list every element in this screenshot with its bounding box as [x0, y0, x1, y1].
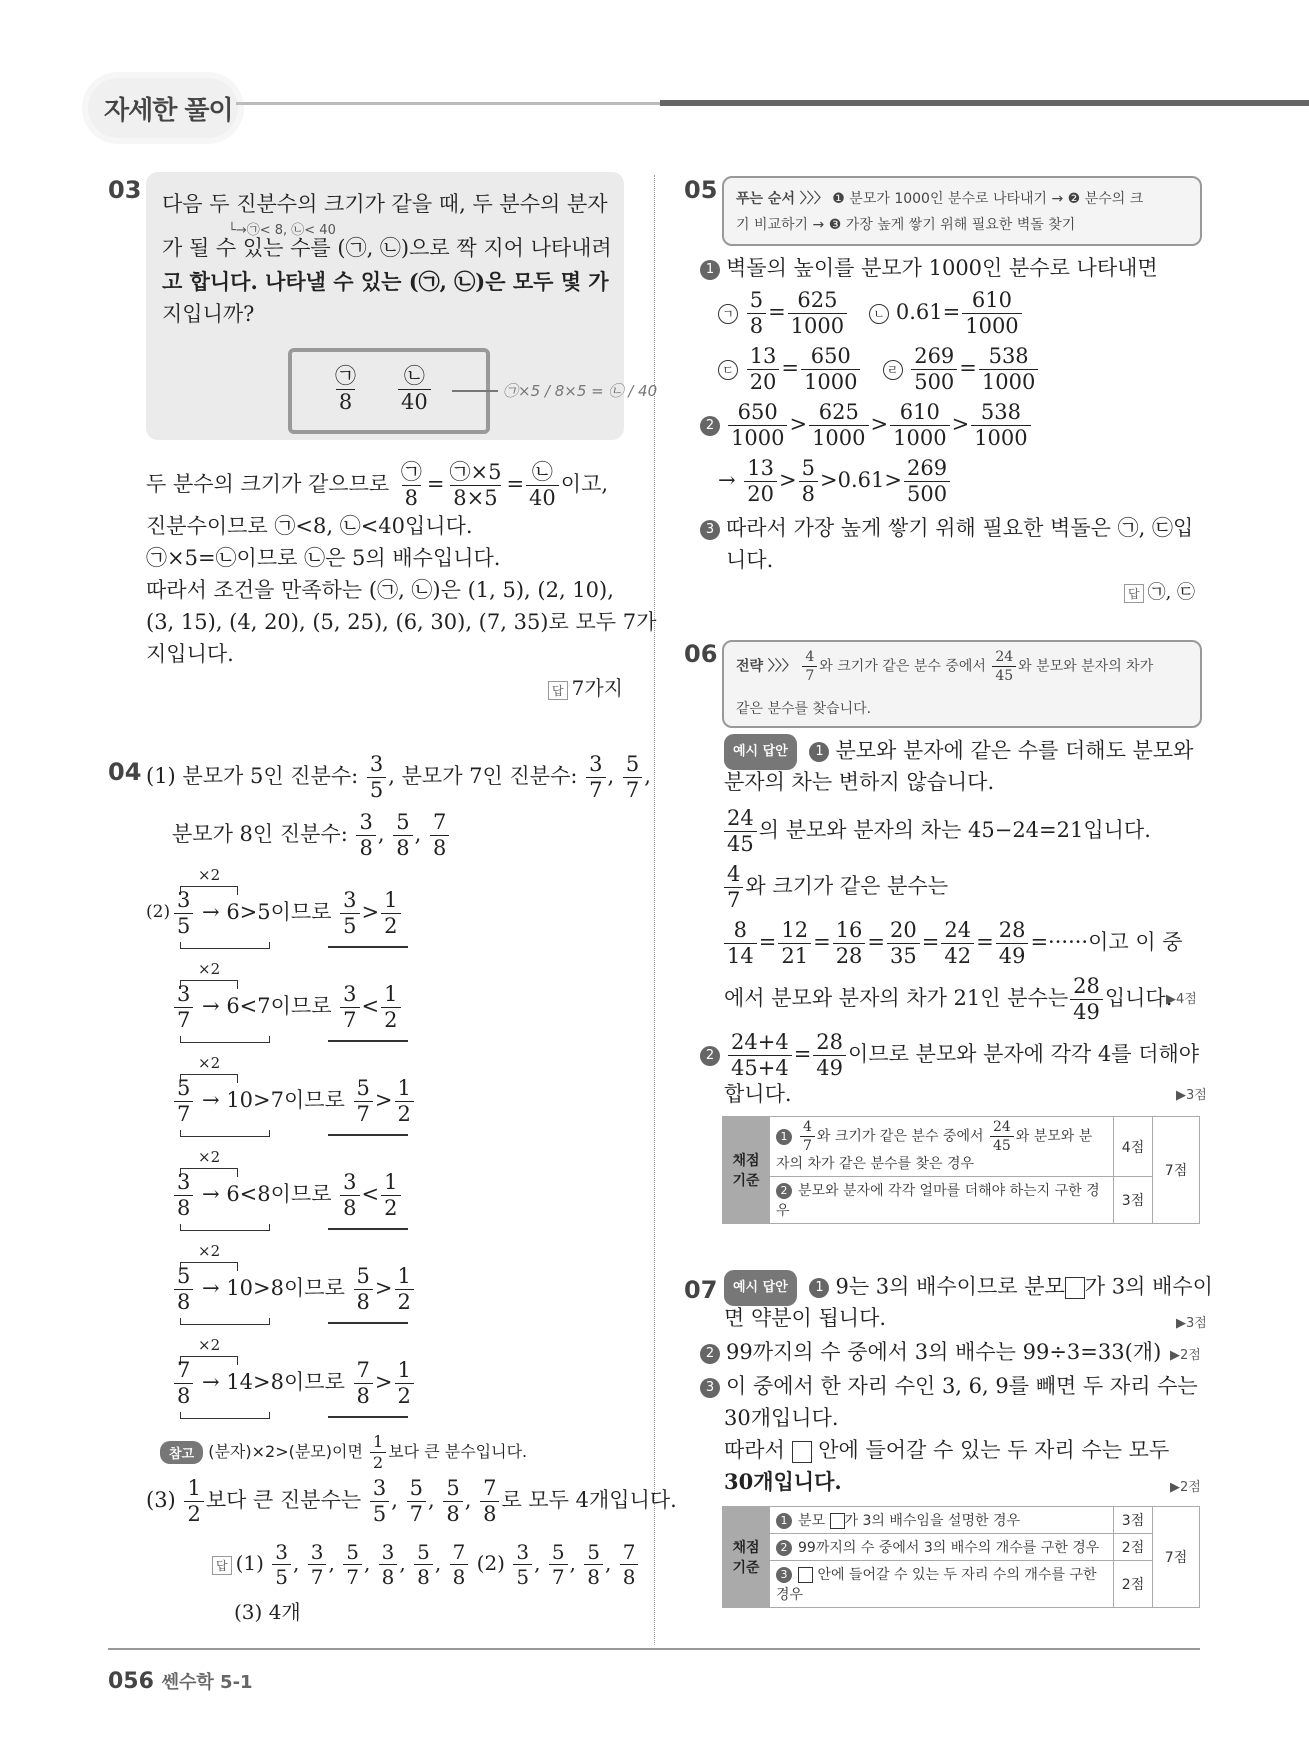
q03-diagram-note: ㉠×5 / 8×5 = ㉡ / 40 [503, 382, 658, 400]
q03-solution-line: 진분수이므로 ㉠<8, ㉡<40입니다. [146, 514, 473, 538]
answer-underline [328, 946, 408, 948]
q04-row-content: $\frac{5}{8}$ → 10>8이므로 $\frac{5}{8}$ > $\frac{1}{2}$ [172, 1266, 416, 1313]
question-number: 04 [108, 758, 142, 786]
q07-line: 따라서 안에 들어갈 수 있는 두 자리 수는 모두 [724, 1438, 1170, 1462]
q04-row-content: $\frac{5}{7}$ → 10>7이므로 $\frac{5}{7}$ > $\frac{1}{2}$ [172, 1078, 416, 1125]
q04-row-content: $\frac{3}{8}$ → 6<8이므로 $\frac{3}{8}$ < $\frac{1}{2}$ [172, 1172, 403, 1219]
q06-line: 2 $\frac{24+4}{45+4}$ = $\frac{28}{49}$ 이므로 분모와 분자에 각각 4를 더해야 [700, 1032, 1199, 1079]
q07-line: 2 99까지의 수 중에서 3의 배수는 99÷3=33(개) [700, 1336, 1161, 1368]
q07-line: 면 약분이 됩니다. [724, 1306, 887, 1330]
times-label: ×2 [198, 1242, 221, 1260]
answer-underline [328, 1322, 408, 1324]
q03-diagram-frac: $\frac{㉡}{40}$ [396, 366, 433, 413]
q04-part1-line: 분모가 8인 진분수: $\frac{3}{8}$ , $\frac{5}{8}$ , $\frac{7}{8}$ [172, 812, 451, 859]
q06-line: $\frac{24}{45}$ 의 분모와 분자의 차는 45−24=21입니다. [722, 808, 1151, 855]
header [0, 0, 1309, 150]
book-title: 쎈수학 5-1 [161, 1672, 253, 1693]
q05-step2: 2 $\frac{650}{1000}$ > $\frac{625}{1000}$ > $\frac{610}{1000}$ > $\frac{538}{1000}$ [700, 402, 1033, 449]
answer-underline [328, 1040, 408, 1042]
header-rule-light [236, 102, 661, 105]
bracket-bottom [180, 1318, 270, 1325]
q03-solution-line: 지입니다. [146, 642, 234, 666]
q05-frac-line: ㄷ $\frac{13}{20}$ = $\frac{650}{1000}$ ㄹ $\frac{269}{500}$ = $\frac{538}{1000}$ [718, 346, 1040, 393]
q07-line: 30개입니다. [724, 1406, 839, 1430]
q03-prompt-line: 다음 두 진분수의 크기가 같을 때, 두 분수의 분자 [162, 192, 608, 216]
q03-prompt-line: 지입니까? [162, 302, 255, 326]
q04-part3-line: (3) $\frac{1}{2}$ 보다 큰 진분수는 $\frac{3}{5}$ , $\frac{5}{7}$ , $\frac{5}{8}$ , $\frac{7}{8}$ 로 모두 4개입니다. [146, 1476, 677, 1526]
answer-underline [328, 1134, 408, 1136]
times-label: ×2 [198, 1336, 221, 1354]
bracket-bottom [180, 1036, 270, 1043]
q06-line: $\frac{4}{7}$ 와 크기가 같은 분수는 [722, 864, 948, 911]
answer-underline [328, 1228, 408, 1230]
q03-solution-line: 두 분수의 크기가 같으므로 $\frac{㉠}{8}$ = $\frac{㉠\times 5}{8\times 5}$ = $\frac{㉡}{40}$ 이고, [146, 460, 609, 510]
q04-row-content: $\frac{3}{5}$ → 6>5이므로 $\frac{3}{5}$ > $\frac{1}{2}$ [172, 890, 403, 937]
q07-grading-table: 채점 기준 1 분모 가 3의 배수임을 설명한 경우 3점 7점 2 99까지의 수 중에서 3의 배수의 개수를 구한 경우 2점 3 안에 들어갈 수 있는 두 자리 수의 개수를 구한 경우 2점 [722, 1506, 1200, 1608]
q05-order-box: 푸는 순서 〉〉〉 ❶ 분모가 1000인 분수로 나타내기 → ❷ 분수의 크 기 비교하기 → ❸ 가장 높게 쌓기 위해 필요한 벽돌 찾기 [722, 176, 1202, 246]
score-badge: ▶2점 [1170, 1480, 1201, 1495]
q06-line: 분자의 차는 변하지 않습니다. [724, 770, 995, 794]
bracket-bottom [180, 1412, 270, 1419]
question-number: 07 [684, 1276, 718, 1304]
arrow-icon [452, 390, 498, 392]
times-label: ×2 [198, 866, 221, 884]
times-label: ×2 [198, 960, 221, 978]
times-label: ×2 [198, 1148, 221, 1166]
q03-answer: 답 7가지 [548, 672, 623, 701]
q04-row-content: $\frac{3}{7}$ → 6<7이므로 $\frac{3}{7}$ < $\frac{1}{2}$ [172, 984, 403, 1031]
question-number: 06 [684, 640, 718, 668]
q05-answer: 답 ㉠, ㉢ [1124, 578, 1195, 604]
header-logo: 자세한 풀이 [104, 96, 233, 126]
q03-diagram-frac: $\frac{㉠}{8}$ [335, 364, 356, 414]
q07-line: 3 이 중에서 한 자리 수인 3, 6, 9를 빼면 두 자리 수는 [700, 1370, 1198, 1402]
q06-line: $\frac{8}{14}$ = $\frac{12}{21}$ = $\frac{16}{28}$ = $\frac{20}{35}$ = $\frac{24}{42}$ = $\frac{28}{49}$ =······이고 이 중 [722, 920, 1183, 967]
q05-step3: 3 따라서 가장 높게 쌓기 위해 필요한 벽돌은 ㉠, ㉢입 [700, 512, 1193, 544]
question-number: 05 [684, 176, 718, 204]
times-label: ×2 [198, 1054, 221, 1072]
header-rule-dark [660, 100, 1309, 106]
question-number: 03 [108, 176, 142, 204]
q04-compare-row [172, 1054, 472, 1144]
q04-part1-line: (1) 분모가 5인 진분수: $\frac{3}{5}$ , 분모가 7인 진분수: $\frac{3}{7}$ , $\frac{5}{7}$ , [146, 752, 651, 802]
q03-hint: └→㉠< 8, ㉡< 40 [228, 223, 336, 238]
q04-compare-row [172, 1242, 472, 1332]
q04-compare-row [172, 866, 472, 956]
answer-underline [328, 1416, 408, 1418]
q06-strategy-box: 전략 〉〉〉 $\frac{4}{7}$ 와 크기가 같은 분수 중에서 $\frac{24}{45}$ 와 분모와 분자의 차가 같은 분수를 찾습니다. [722, 640, 1202, 728]
q04-answer: 답 (1) $\frac{3}{5}$ , $\frac{3}{7}$ , $\frac{5}{7}$ , $\frac{3}{8}$ , $\frac{5}{8}$ , $\frac{7}{8}$ (2) $\frac{3}{5}$ , $\frac{5}{7}$ , $\frac{5}{8}$ , $\frac{7}{8}$ [212, 1542, 640, 1587]
q06-line: 예시 답안 1 분모와 분자에 같은 수를 더해도 분모와 [724, 734, 1193, 770]
q06-line: 에서 분모와 분자의 차가 21인 분수는 $\frac{28}{49}$ 입니다. [724, 974, 1173, 1024]
q04-row-content: $\frac{7}{8}$ → 14>8이므로 $\frac{7}{8}$ > $\frac{1}{2}$ [172, 1360, 416, 1407]
q04-part2-label: (2) [146, 902, 171, 922]
q06-grading-table: 채점 기준 1 $\frac{4}{7}$ 와 크기가 같은 분수 중에서 $\frac{24}{45}$ 와 분모와 분 자의 차가 같은 분수를 찾은 경우 4점 7점 2 분모와 분자에 각각 얼마를 더해야 하는지 구한 경우 3점 [722, 1116, 1200, 1224]
q03-solution-line: ㉠×5=㉡이므로 ㉡은 5의 배수입니다. [146, 546, 501, 570]
q03-prompt-line: 가 될 수 있는 수를 (㉠, ㉡)으로 짝 지어 나타내려 [162, 236, 612, 260]
score-badge: ▶2점 [1170, 1348, 1201, 1363]
q07-line: 예시 답안 1 9는 3의 배수이므로 분모 가 3의 배수이 [724, 1270, 1213, 1306]
score-badge: ▶3점 [1176, 1088, 1207, 1103]
q04-note: 참고 (분자)×2>(분모)이면 $\frac{1}{2}$ 보다 큰 분수입니다. [160, 1434, 527, 1471]
score-badge: ▶3점 [1176, 1316, 1207, 1331]
q04-answer-3: (3) 4개 [234, 1600, 301, 1624]
q07-line: 30개입니다. [724, 1469, 842, 1494]
q04-compare-row [172, 1336, 472, 1426]
footer-rule [108, 1648, 1200, 1650]
bracket-bottom [180, 1224, 270, 1231]
q03-solution-line: 따라서 조건을 만족하는 (㉠, ㉡)은 (1, 5), (2, 10), [146, 578, 614, 602]
q06-line: 합니다. [724, 1082, 792, 1106]
q05-step1: 1 벽돌의 높이를 분모가 1000인 분수로 나타내면 [700, 252, 1158, 284]
q04-compare-row [172, 1148, 472, 1238]
q05-step2-result: → $\frac{13}{20}$ > $\frac{5}{8}$ >0.61> $\frac{269}{500}$ [718, 458, 952, 505]
page-number: 056 [108, 1669, 154, 1694]
q04-compare-row [172, 960, 472, 1050]
q05-step3: 니다. [726, 548, 774, 572]
q03-solution-line: (3, 15), (4, 20), (5, 25), (6, 30), (7, 35)로 모두 7가 [146, 610, 657, 634]
bracket-bottom [180, 942, 270, 949]
footer [108, 1668, 253, 1694]
q03-prompt-line: 고 합니다. 나타낼 수 있는 (㉠, ㉡)은 모두 몇 가 [162, 269, 609, 294]
q05-frac-line: ㄱ $\frac{5}{8}$ = $\frac{625}{1000}$ ㄴ 0.61= $\frac{610}{1000}$ [718, 290, 1024, 337]
score-badge: ▶4점 [1166, 992, 1197, 1007]
bracket-bottom [180, 1130, 270, 1137]
